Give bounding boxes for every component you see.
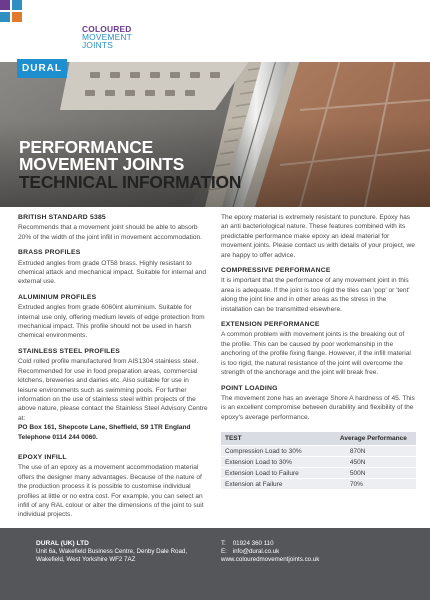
table-cell-test: Extension at Failure: [221, 479, 310, 490]
logo-line-3: JOINTS: [82, 40, 113, 50]
brass-text: Extruded angles from grade OT58 brass. Highly resistant to chemical attack and mechanical impact. Suitable for internal and external use.: [18, 259, 207, 286]
table-row: [221, 479, 416, 490]
table-cell-test: Compression Load to 30%: [221, 446, 310, 457]
footer: [0, 528, 430, 600]
aluminium-heading: ALUMINIUM PROFILES: [18, 293, 97, 301]
table-cell-value: 70%: [310, 479, 416, 490]
right-column: [221, 213, 415, 422]
logo-line-2: MOVEMENT: [82, 32, 132, 42]
extension-text: A common problem with movement joints is the breaking out of the profile. This can be caused by poor workmanship in the anchoring of the profile fixing flange. However, if the infill material is too rigid, the natural resistance of the joint will overcome the strength of the anchorage and the joint will break free.: [221, 331, 411, 377]
dural-badge: DURAL: [17, 59, 67, 78]
footer-address-line-1: Unit 6a, Wakefield Business Centre, Denby Dale Road,: [36, 548, 188, 556]
epoxy-continued-text: The epoxy material is extremely resistant to puncture. Epoxy has an anti bacteriological nature. These features combined with its predictable performance make epoxy an ideal material for movement joints. Please contact us with details of your project, we are happy to offer advice.: [221, 214, 415, 259]
title-line-2: MOVEMENT JOINTS: [19, 154, 185, 175]
brass-heading: BRASS PROFILES: [18, 249, 81, 257]
page-title: [19, 139, 359, 191]
compressive-heading: COMPRESSIVE PERFORMANCE: [221, 267, 331, 275]
footer-website-link[interactable]: www.colouredmovementjoints.co.uk: [221, 556, 320, 564]
british-standard-text: Recommends that a movement joint should be able to absorb 20% of the width of the joint infill in movement accommodation.: [18, 224, 202, 241]
table-row: [221, 457, 416, 468]
footer-contact-block: [221, 540, 401, 565]
phone-label: T:: [221, 540, 226, 547]
aluminium-text: Extruded angles from grade 6060int aluminium. Suitable for internal use only, offering medium levels of edge protection from mechanical impact. This profile should not be used in harsh chemical environments.: [18, 304, 205, 340]
footer-email-link[interactable]: info@dural.co.uk: [232, 548, 280, 556]
epoxy-text: The use of an epoxy as a movement accommodation material offers the designer many advantages. Because of the nature of the production process it is possible to customise individual profiles at little or no extra cost. For example, you can select an infill of any RAL colour or alter the dimensions of the joint to suit individual projects.: [18, 464, 204, 519]
table-cell-value: 450N: [310, 457, 416, 468]
compressive-text: It is important that the performance of any movement joint in this area is adequate. If the joint is too rigid the tiles can 'pop' or 'tent' along the joint line and in other areas as the stress in the installation can be transmitted elsewhere.: [221, 277, 410, 313]
title-line-3: TECHNICAL INFORMATION: [19, 171, 242, 192]
brand-logo: [82, 25, 132, 49]
footer-phone[interactable]: 01924 360 110: [232, 540, 274, 547]
stainless-address: PO Box 161, Shepcote Lane, Sheffield, S9 1TR England Telephone 0114 244 0060.: [18, 424, 191, 441]
table-cell-test: Extension Load to 30%: [221, 457, 310, 468]
point-loading-heading: POINT LOADING: [221, 384, 278, 392]
stainless-text: Cold rolled profile manufactured from AIS1304 stainless steel. Recommended for use in food preparation areas, commercial kitchens, breweries and dairies etc. Also suitable for use in leisure environments such as swimming pools. For further information on the use of stainless steel within projects of the above nature, please contact the Stainless Steel Advisory Centre at:: [18, 358, 208, 422]
table-row: [221, 446, 416, 457]
hero-banner: [0, 0, 430, 207]
performance-table: [221, 432, 416, 489]
email-label: E:: [221, 548, 227, 556]
point-loading-text: The movement zone has an average Shore A hardness of 45. This is an excellent compromise between durability and flexibility of the epoxy's average performance.: [221, 394, 415, 421]
footer-company: DURAL (UK) LTD: [36, 540, 89, 547]
logo-line-1: COLOURED: [82, 24, 132, 34]
table-header-test: TEST: [221, 432, 310, 446]
table-row: [221, 468, 416, 479]
stainless-heading: STAINLESS STEEL PROFILES: [18, 347, 120, 355]
title-line-1: PERFORMANCE: [19, 137, 154, 157]
footer-phone-row: [221, 540, 401, 548]
left-column: [18, 213, 208, 520]
brand-bar: [0, 0, 430, 62]
footer-email-row: [221, 548, 401, 556]
logo-mark-icon: [0, 0, 22, 22]
table-cell-value: 500N: [310, 468, 416, 479]
table-header-average: Average Performance: [310, 432, 416, 446]
footer-address-block: [36, 540, 206, 565]
epoxy-heading: EPOXY INFILL: [18, 453, 67, 461]
footer-address-line-2: Wakefield, West Yorkshire WF2 7AZ: [36, 556, 136, 564]
table-cell-test: Extension Load to Failure: [221, 468, 310, 479]
british-standard-heading: BRITISH STANDARD 5385: [18, 214, 106, 221]
table-header-row: [221, 432, 416, 446]
extension-heading: EXTENSION PERFORMANCE: [221, 321, 320, 329]
table-cell-value: 870N: [310, 446, 416, 457]
